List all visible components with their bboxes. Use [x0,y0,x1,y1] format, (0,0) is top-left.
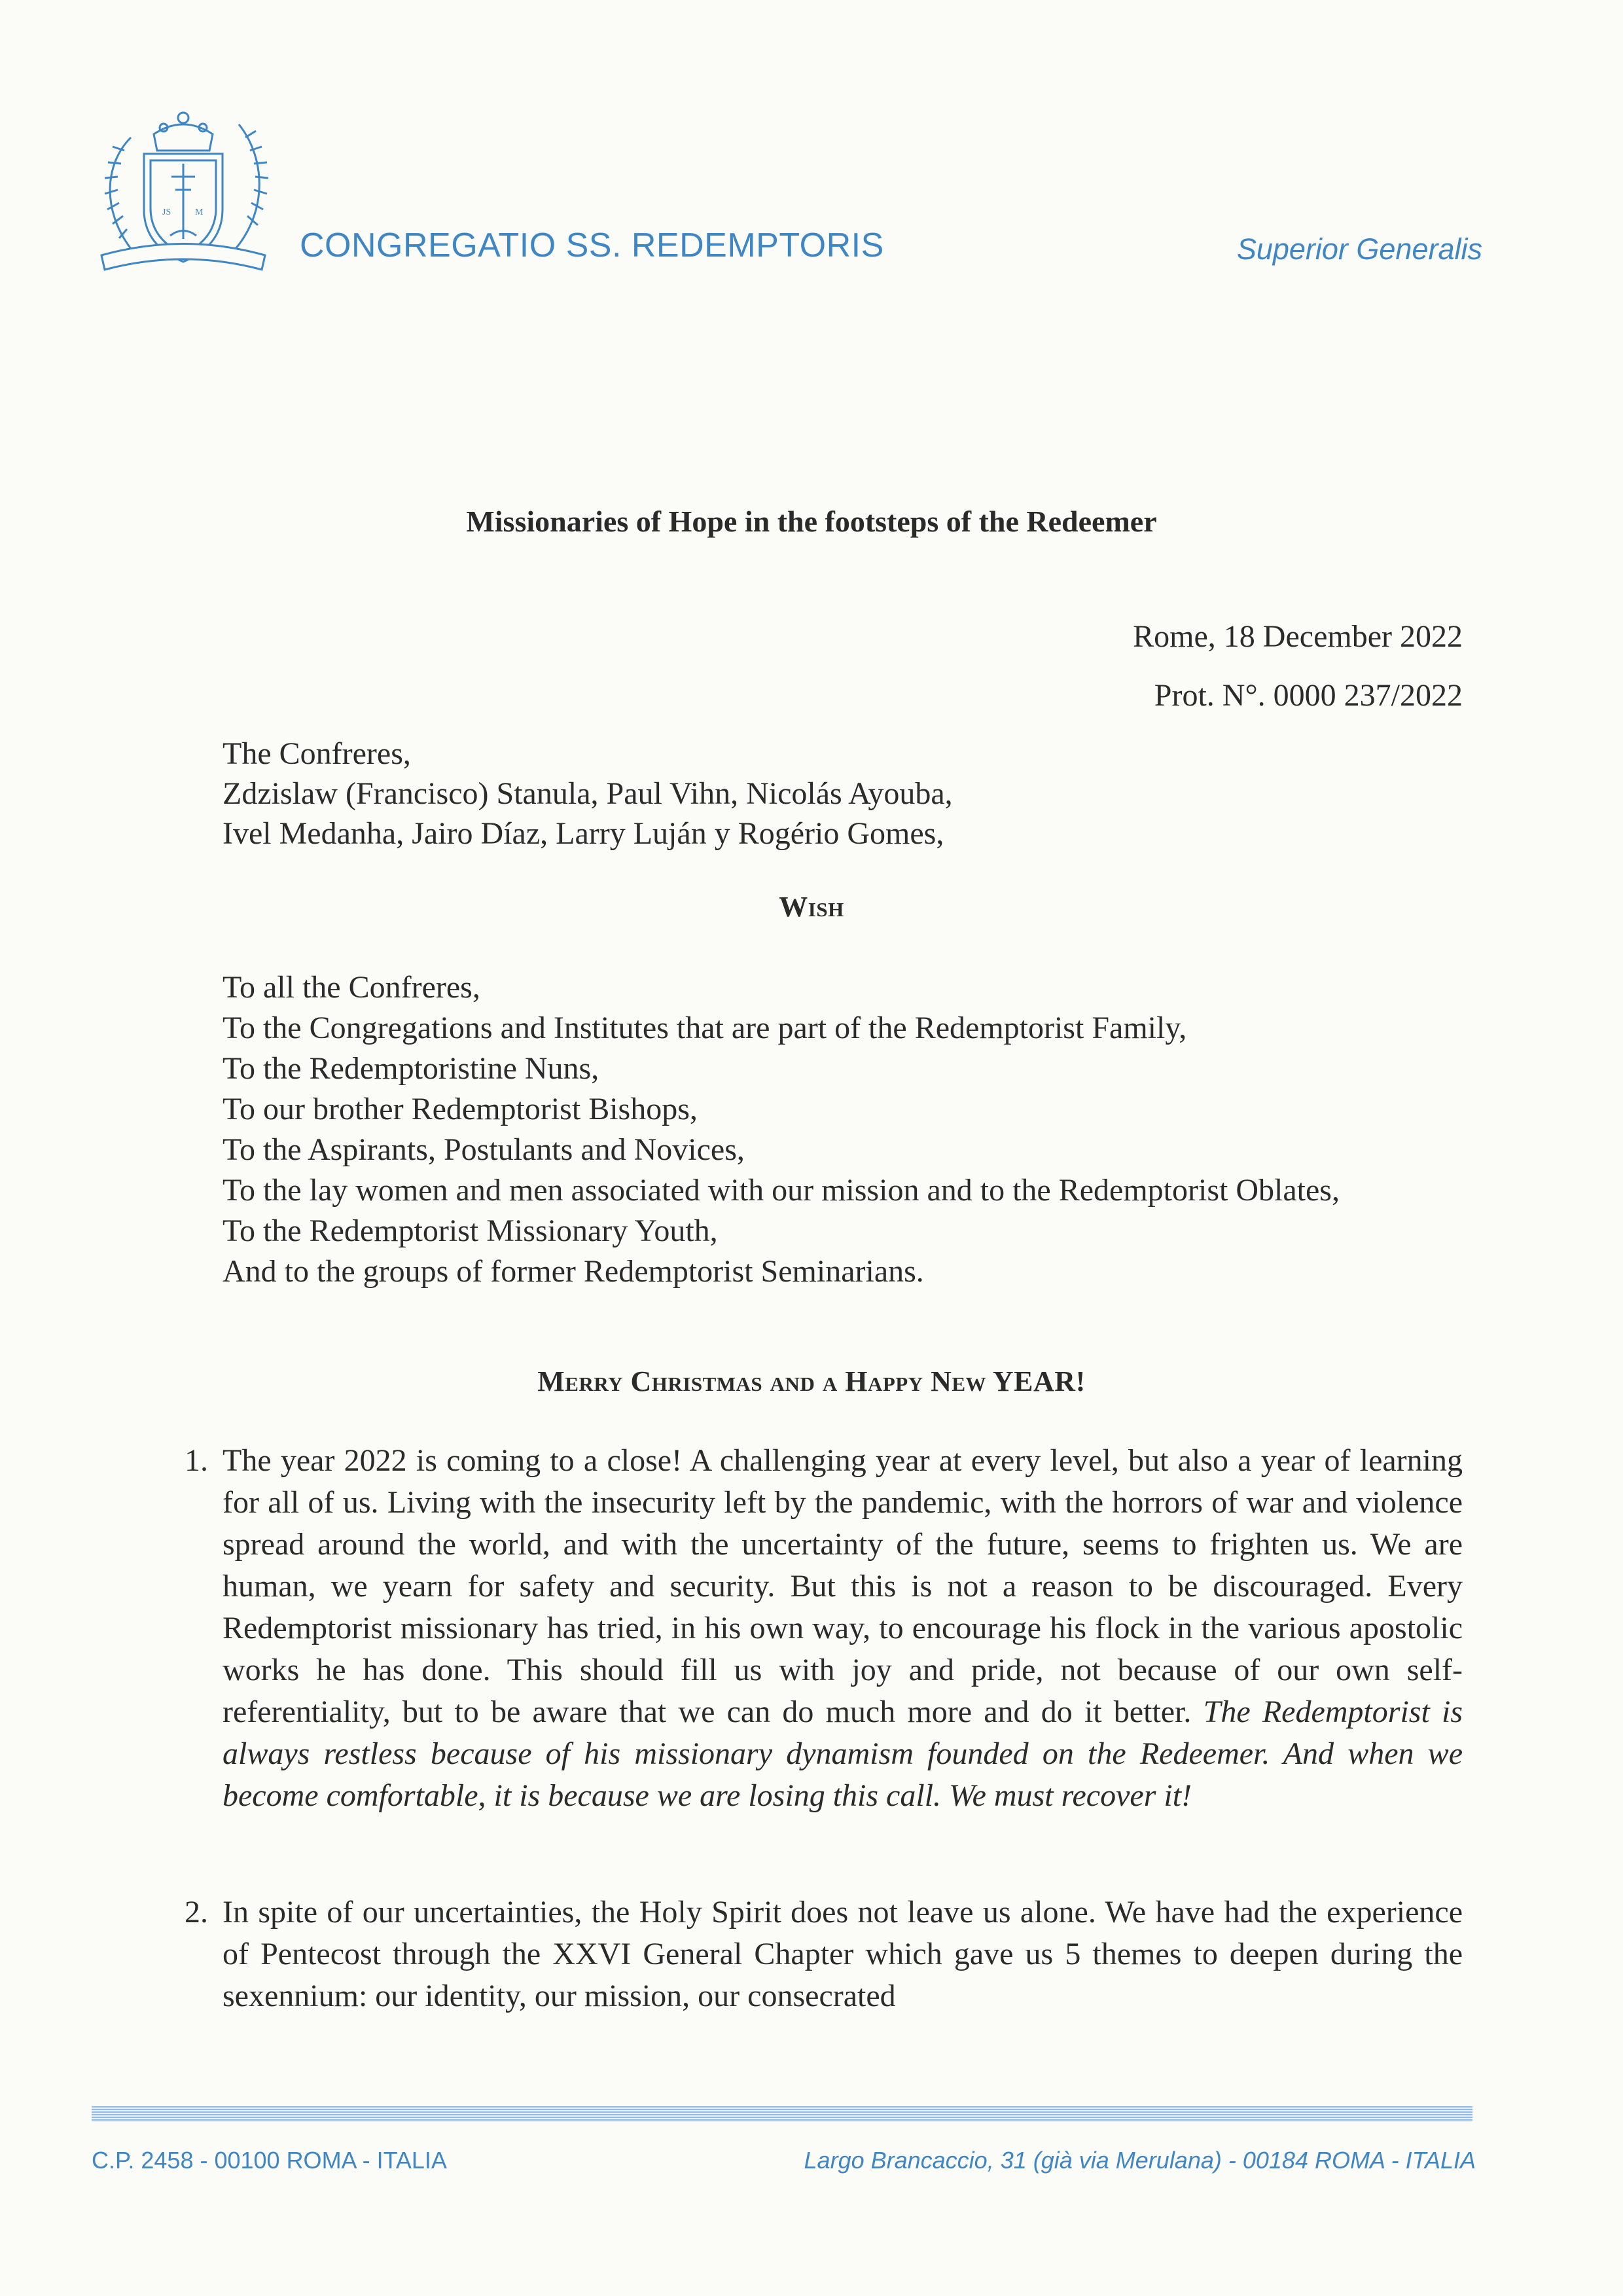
greeting-heading: Merry Christmas and a Happy New YEAR! [537,1365,1086,1397]
recipient-line: To all the Confreres, [223,970,480,1005]
organization-name: CONGREGATIO SS. REDEMPTORIS [300,226,884,264]
recipient-line: To the Redemptorist Missionary Youth, [223,1213,718,1248]
recipient-line: To our brother Redemptorist Bishops, [223,1092,698,1126]
recipient-line: To the Congregations and Institutes that are part of the Redemptorist Family, [223,1011,1187,1045]
paragraph-number: 2. [185,1895,208,1929]
address-line: Zdzislaw (Francisco) Stanula, Paul Vihn, Nicolás Ayouba, [223,776,953,811]
address-line: Ivel Medanha, Jairo Díaz, Larry Luján y Rogério Gomes, [223,816,944,851]
wish-heading: Wish [779,891,844,923]
recipient-line: To the lay women and men associated with our mission and to the Redemptorist Oblates, [223,1173,1340,1208]
coat-of-arms-icon [85,98,281,288]
footer-divider [92,2106,1472,2122]
paragraph-number: 1. [185,1443,208,1478]
recipient-line: And to the groups of former Redemptorist Seminarians. [223,1254,924,1289]
address-line: The Confreres, [223,736,411,771]
recipient-line: To the Aspirants, Postulants and Novices, [223,1132,745,1167]
paragraph-italic-text: The Redemptorist is always restless because of his missionary dynamism founded on the Redeemer. And when we become comfortable, it is because we are losing this call. We must recover it! [223,1695,1463,1813]
recipient-line: To the Redemptoristine Nuns, [223,1051,599,1086]
paragraph-text: The year 2022 is coming to a close! A challenging year at every level, but also a year of learning for all of us. Living with the insecurity left by the pandemic, with the horrors of war and violence spread around the world, and with the uncertainty of the future, seems to frighten us. We are human, we yearn for safety and security. But this is not a reason to be discouraged. Every Redemptorist missionary has tried, in his own way, to encourage his flock in the various apostolic works he has done. This should fill us with joy and pride, not because of our own self-referentiality, but to be aware that we can do much more and do it better. [223,1443,1463,1729]
svg-text:JS: JS [162,207,171,217]
paragraph-text: In spite of our uncertainties, the Holy Spirit does not leave us alone. We have had the experience of Pentecost through the XXVI General Chapter which gave us 5 themes to deepen during the sexennium: our identity, our mission, our consecrated [223,1895,1463,2013]
letter-date: Rome, 18 December 2022 [1133,619,1463,654]
numbered-paragraph [185,1440,1463,1817]
svg-text:M: M [195,207,204,217]
recipients-list [223,967,1463,1292]
organization-role: Superior Generalis [1236,232,1482,266]
protocol-number: Prot. N°. 0000 237/2022 [1154,678,1463,713]
footer-postal-address: C.P. 2458 - 00100 ROMA - ITALIA [92,2147,447,2174]
coat-of-arms-logo [85,98,281,288]
numbered-paragraph [185,1892,1463,2017]
letter-title: Missionaries of Hope in the footsteps of the Redeemer [466,505,1157,538]
footer-street-address: Largo Brancaccio, 31 (già via Merulana) - 00184 ROMA - ITALIA [804,2147,1476,2174]
